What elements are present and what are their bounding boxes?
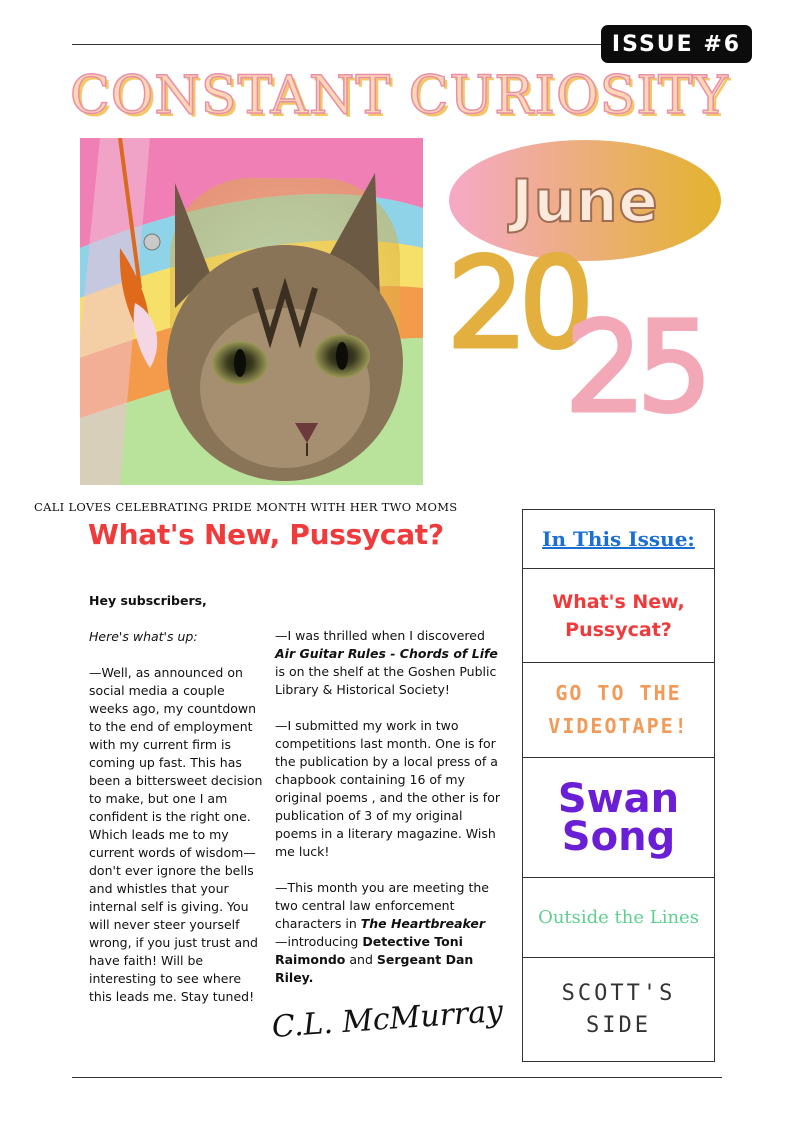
month-label: June <box>511 166 659 235</box>
paragraph-competitions: —I submitted my work in two competitions last month. One is for the publication by a local press of a chapbook containing 16 of my original poems , and the other is for publication of 3 of my original poems in a literary magazine. Wish me luck! <box>275 718 500 859</box>
paragraph-characters: —This month you are meeting the two central law enforcement characters in The Heartbreaker —introducing Detective Toni Raimondo and Sergeant Dan Riley. <box>275 880 489 985</box>
book-title-heartbreaker: The Heartbreaker <box>360 916 486 931</box>
greeting: Hey subscribers, <box>89 593 207 608</box>
masthead-title: CONSTANT CURIOSITY <box>70 66 729 126</box>
year-first-half: 20 <box>450 234 589 372</box>
toc-heading: In This Issue: <box>523 510 714 569</box>
paragraph-library: —I was thrilled when I discovered Air Guitar Rules - Chords of Life is on the shelf at the Goshen Public Library & Historical Society! <box>275 628 498 697</box>
article-column-right <box>275 627 500 1005</box>
bottom-rule <box>72 1077 722 1078</box>
article-column-left <box>89 592 264 1024</box>
toc-item-outside-lines[interactable]: Outside the Lines <box>523 878 714 958</box>
article-title: What's New, Pussycat? <box>88 518 444 551</box>
toc-item-swan-song[interactable]: Swan Song <box>523 758 714 878</box>
toc-item-scotts-side[interactable]: SCOTT'S SIDE <box>561 981 676 1038</box>
character-name-1: Detective Toni Raimondo <box>275 934 463 967</box>
top-rule <box>72 44 602 45</box>
cover-photo-cat <box>80 138 423 485</box>
author-signature: C.L. McMurray <box>270 993 505 1045</box>
year-second-half: 25 <box>568 298 707 436</box>
table-of-contents <box>522 509 715 1062</box>
toc-item-videotape[interactable]: GO TO THE VIDEOTAPE! <box>523 663 714 758</box>
intro-line: Here's what's up: <box>89 629 198 644</box>
issue-badge: ISSUE #6 <box>601 25 752 63</box>
paragraph-employment: —Well, as announced on social media a couple weeks ago, my countdown to the end of employment with my current firm is coming up fast. This has been a bittersweet decision to make, but one I am confident is the right one. Which leads me to my current words of wisdom—don't ever ignore the bells and whistles that your internal self is giving. You will never steer yourself wrong, if you just trust and have faith! Will be interesting to see where this leads me. Stay tuned! <box>89 665 263 1004</box>
photo-caption: CALI LOVES CELEBRATING PRIDE MONTH WITH HER TWO MOMS <box>34 500 458 514</box>
toc-item-whats-new[interactable]: What's New, Pussycat? <box>523 569 714 663</box>
book-title-air-guitar: Air Guitar Rules - Chords of Life <box>275 646 498 661</box>
character-name-2: Sergeant Dan Riley. <box>275 952 474 985</box>
